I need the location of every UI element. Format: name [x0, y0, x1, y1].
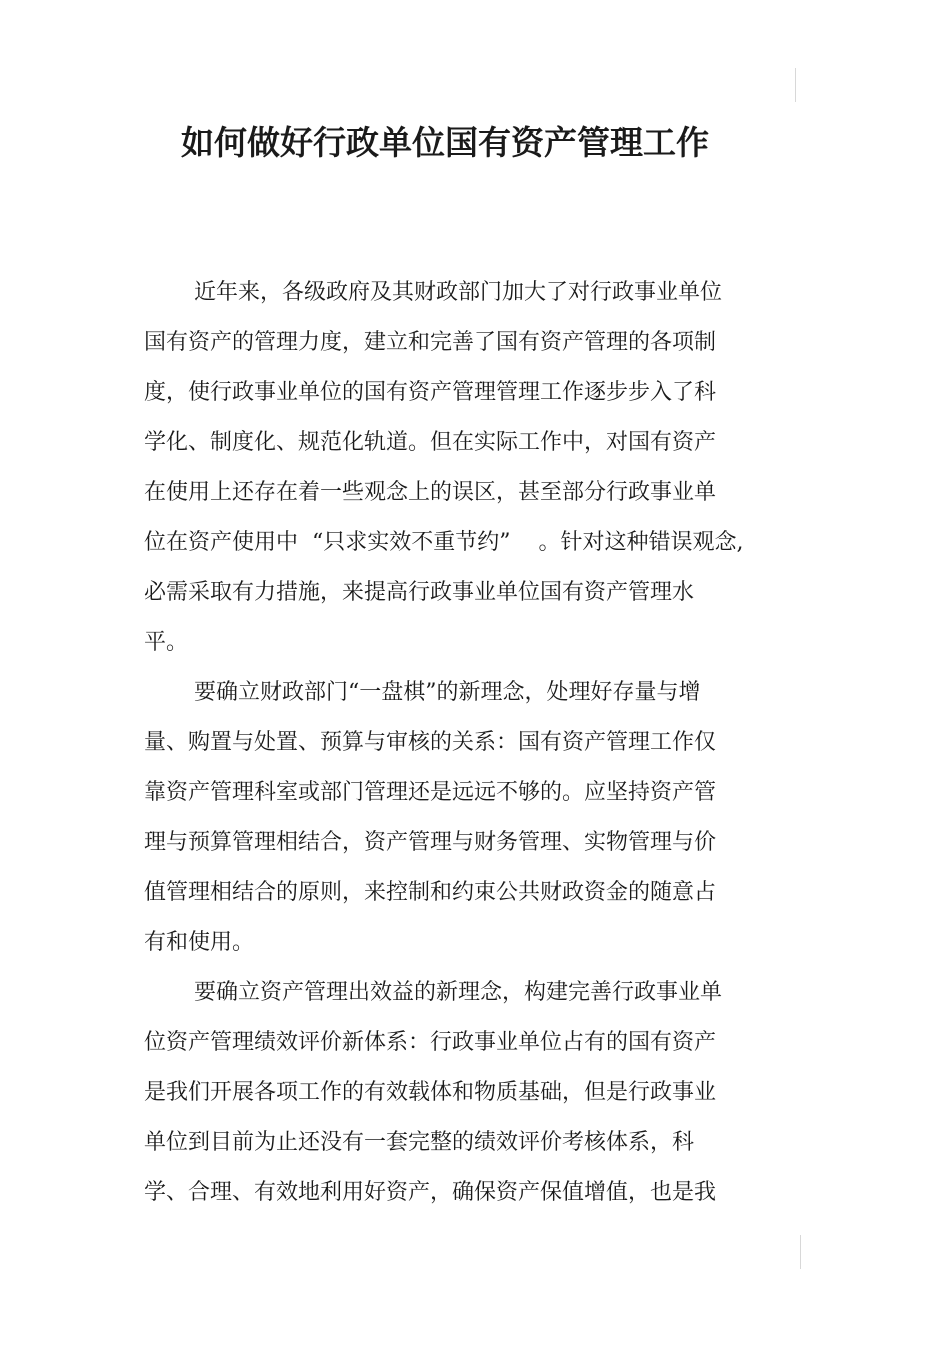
text-line: 必需采取有力措施，来提高行政事业单位国有资产管理水	[144, 580, 695, 605]
text-line: 值管理相结合的原则，来控制和约束公共财政资金的随意占	[144, 880, 717, 905]
text-line: 量、购置与处置、预算与审核的关系：国有资产管理工作仅	[144, 730, 717, 755]
text-line: 学化、制度化、规范化轨道。但在实际工作中，对国有资产	[144, 430, 717, 455]
text-line: 位资产管理绩效评价新体系：行政事业单位占有的国有资产	[144, 1030, 717, 1055]
text-line: 单位到目前为止还没有一套完整的绩效评价考核体系，科	[144, 1130, 695, 1155]
text-line: 近年来，各级政府及其财政部门加大了对行政事业单位	[194, 280, 723, 305]
text-line: 要确立财政部门“一盘棋”的新理念，处理好存量与增	[194, 680, 701, 705]
text-line: 有和使用。	[144, 930, 255, 955]
paragraph-1	[144, 268, 784, 668]
text-line: 靠资产管理科室或部门管理还是远远不够的。应坚持资产管	[144, 780, 717, 805]
text-line: 位在资产使用中 “只求实效不重节约” 。针对这种错误观念,	[144, 530, 744, 555]
text-line: 要确立资产管理出效益的新理念，构建完善行政事业单	[194, 980, 723, 1005]
paragraph-2	[144, 668, 784, 968]
text-line: 学、合理、有效地利用好资产，确保资产保值增值，也是我	[144, 1180, 717, 1205]
text-line: 是我们开展各项工作的有效载体和物质基础，但是行政事业	[144, 1080, 717, 1105]
text-line: 国有资产的管理力度，建立和完善了国有资产管理的各项制	[144, 330, 717, 355]
text-line: 度，使行政事业单位的国有资产管理管理工作逐步步入了科	[144, 380, 717, 405]
page-corner-mark-top	[795, 68, 796, 102]
paragraph-3	[144, 968, 784, 1218]
text-line: 平。	[144, 630, 189, 655]
text-line: 理与预算管理相结合，资产管理与财务管理、实物管理与价	[144, 830, 717, 855]
document-title: 如何做好行政单位国有资产管理工作	[181, 123, 709, 162]
page-corner-mark-bottom	[800, 1235, 801, 1269]
text-line: 在使用上还存在着一些观念上的误区，甚至部分行政事业单	[144, 480, 717, 505]
document-body	[144, 268, 784, 1218]
